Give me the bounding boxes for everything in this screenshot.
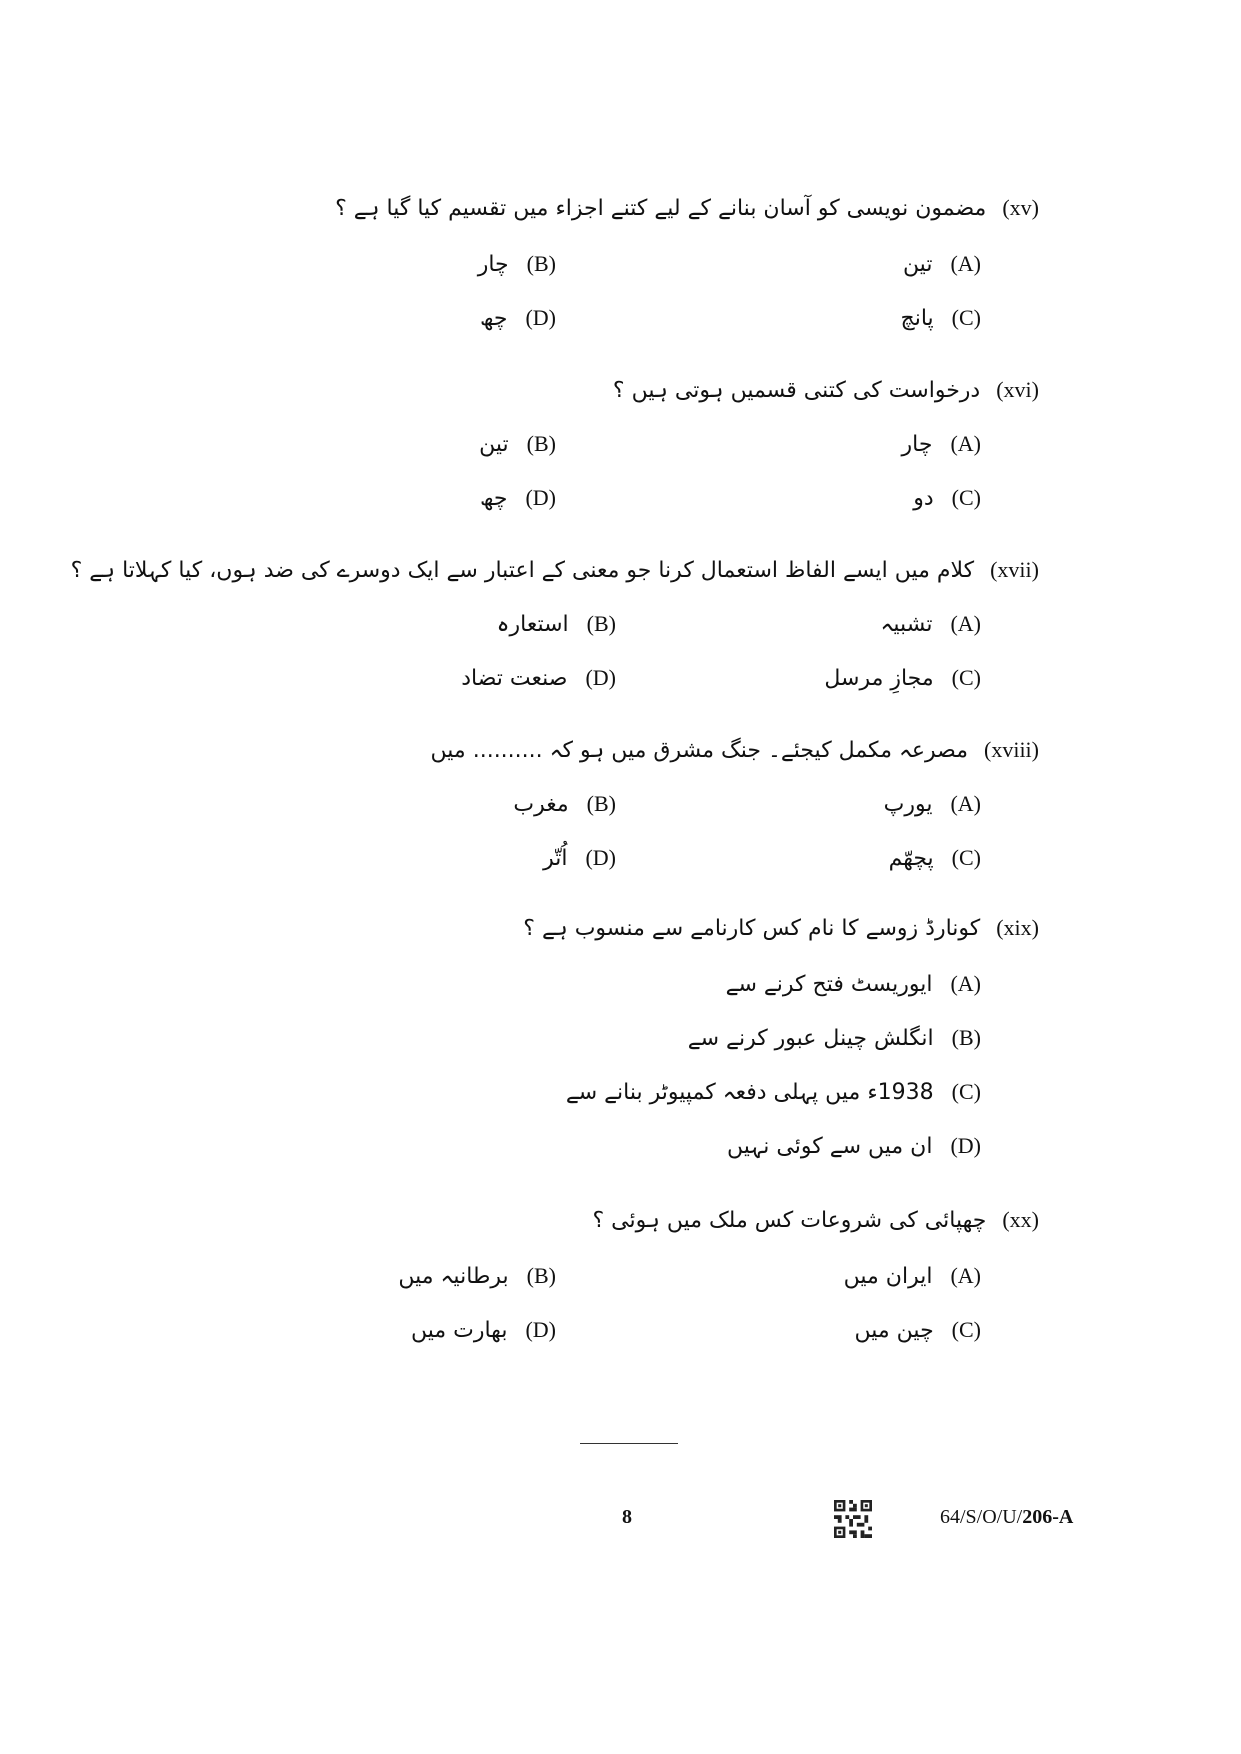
option-label: (A) (950, 791, 981, 816)
question-xv (335, 188, 1039, 228)
question-xvii (71, 550, 1039, 590)
question-text: مصرعہ مکمل کیجئے۔ جنگ مشرق میں ہو کہ .......... میں (430, 737, 968, 763)
option-label: (A) (950, 251, 981, 276)
option-text: مغرب (513, 791, 569, 817)
question-text: کلام میں ایسے الفاظ استعمال کرنا جو معنی کے اعتبار سے ایک دوسرے کی ضد ہوں، کیا کہلاتا ہے ؟ (70, 557, 975, 583)
option-a (881, 604, 981, 644)
option-b (479, 424, 556, 464)
option-text: تین (902, 251, 933, 277)
option-c (855, 1310, 981, 1350)
option-label: (C) (951, 845, 981, 870)
paper-code (940, 1506, 1073, 1529)
option-text: صنعت تضاد (461, 665, 568, 691)
option-text: چار (901, 431, 933, 457)
option-a (884, 784, 981, 824)
question-number: (xix) (996, 915, 1039, 940)
option-b (497, 604, 616, 644)
option-text: برطانیہ میں (398, 1263, 509, 1289)
option-label: (A) (950, 1263, 981, 1288)
end-divider (580, 1443, 678, 1444)
option-a (844, 1256, 981, 1296)
option-label: (A) (950, 611, 981, 636)
option-label: (A) (950, 431, 981, 456)
option-text: ایران میں (843, 1263, 933, 1289)
option-text: بھارت میں (410, 1317, 508, 1343)
option-label: (B) (526, 431, 556, 456)
question-number: (xvi) (996, 377, 1039, 402)
option-text: ان میں سے کوئی نہیں (727, 1133, 933, 1159)
option-text: مجازِ مرسل (824, 665, 934, 691)
option-text: چین میں (854, 1317, 934, 1343)
question-number: (xx) (1002, 1207, 1039, 1232)
page-number: 8 (622, 1506, 632, 1528)
question-number: (xviii) (984, 737, 1039, 762)
question-text: چھپائی کی شروعات کس ملک میں ہوئی ؟ (592, 1207, 987, 1233)
option-d (461, 658, 616, 698)
option-text: 1938ء میں پہلی دفعہ کمپیوٹر بنانے سے (565, 1079, 934, 1105)
option-b (688, 1018, 981, 1058)
question-number: (xvii) (990, 557, 1039, 582)
question-xix (523, 908, 1039, 948)
option-c (889, 838, 981, 878)
question-text: مضمون نویسی کو آسان بنانے کے لیے کتنے اجزاء میں تقسیم کیا گیا ہے ؟ (335, 195, 987, 221)
option-text: استعارہ (496, 611, 569, 637)
option-text: چار (477, 251, 509, 277)
question-xx (592, 1200, 1039, 1240)
question-text: کونارڈ زوسے کا نام کس کارنامے سے منسوب ہے ؟ (523, 915, 981, 941)
option-label: (B) (586, 611, 616, 636)
option-d (543, 838, 616, 878)
paper-code-suffix: 206-A (1022, 1506, 1074, 1528)
question-number: (xv) (1002, 195, 1039, 220)
option-a (726, 964, 981, 1004)
option-label: (B) (951, 1025, 981, 1050)
option-label: (B) (526, 1263, 556, 1288)
option-label: (D) (585, 845, 616, 870)
option-c (901, 298, 981, 338)
question-text: درخواست کی کتنی قسمیں ہوتی ہیں ؟ (612, 377, 981, 403)
option-label: (D) (585, 665, 616, 690)
option-b (398, 1256, 556, 1296)
option-text: دو (913, 485, 934, 511)
option-label: (C) (951, 305, 981, 330)
option-text: ایوریسٹ فتح کرنے سے (725, 971, 933, 997)
qr-code-icon (834, 1500, 872, 1538)
option-b (478, 244, 556, 284)
question-xviii (431, 730, 1039, 770)
option-text: انگلش چینل عبور کرنے سے (687, 1025, 934, 1051)
option-label: (D) (525, 1317, 556, 1342)
option-label: (D) (525, 305, 556, 330)
option-text: پچھّم (888, 845, 934, 871)
option-d (480, 298, 556, 338)
option-label: (D) (950, 1133, 981, 1158)
option-text: اُتّر (543, 845, 568, 871)
option-label: (B) (526, 251, 556, 276)
option-label: (A) (950, 971, 981, 996)
option-label: (D) (525, 485, 556, 510)
option-text: تشبیہ (880, 611, 933, 637)
option-d (727, 1126, 981, 1166)
option-text: چھ (479, 305, 508, 331)
option-label: (C) (951, 1317, 981, 1342)
option-text: تین (479, 431, 509, 457)
option-a (903, 244, 981, 284)
option-label: (C) (951, 1079, 981, 1104)
question-xvi (613, 370, 1039, 410)
option-d (411, 1310, 556, 1350)
paper-code-prefix: 64/S/O/U/ (940, 1506, 1023, 1528)
option-c (566, 1072, 981, 1112)
option-label: (C) (951, 665, 981, 690)
option-label: (B) (586, 791, 616, 816)
option-b (513, 784, 616, 824)
option-label: (C) (951, 485, 981, 510)
option-text: یورپ (883, 791, 933, 817)
option-c (824, 658, 981, 698)
option-a (902, 424, 981, 464)
option-d (480, 478, 556, 518)
option-c (913, 478, 981, 518)
option-text: چھ (479, 485, 508, 511)
option-text: پانچ (900, 305, 934, 331)
